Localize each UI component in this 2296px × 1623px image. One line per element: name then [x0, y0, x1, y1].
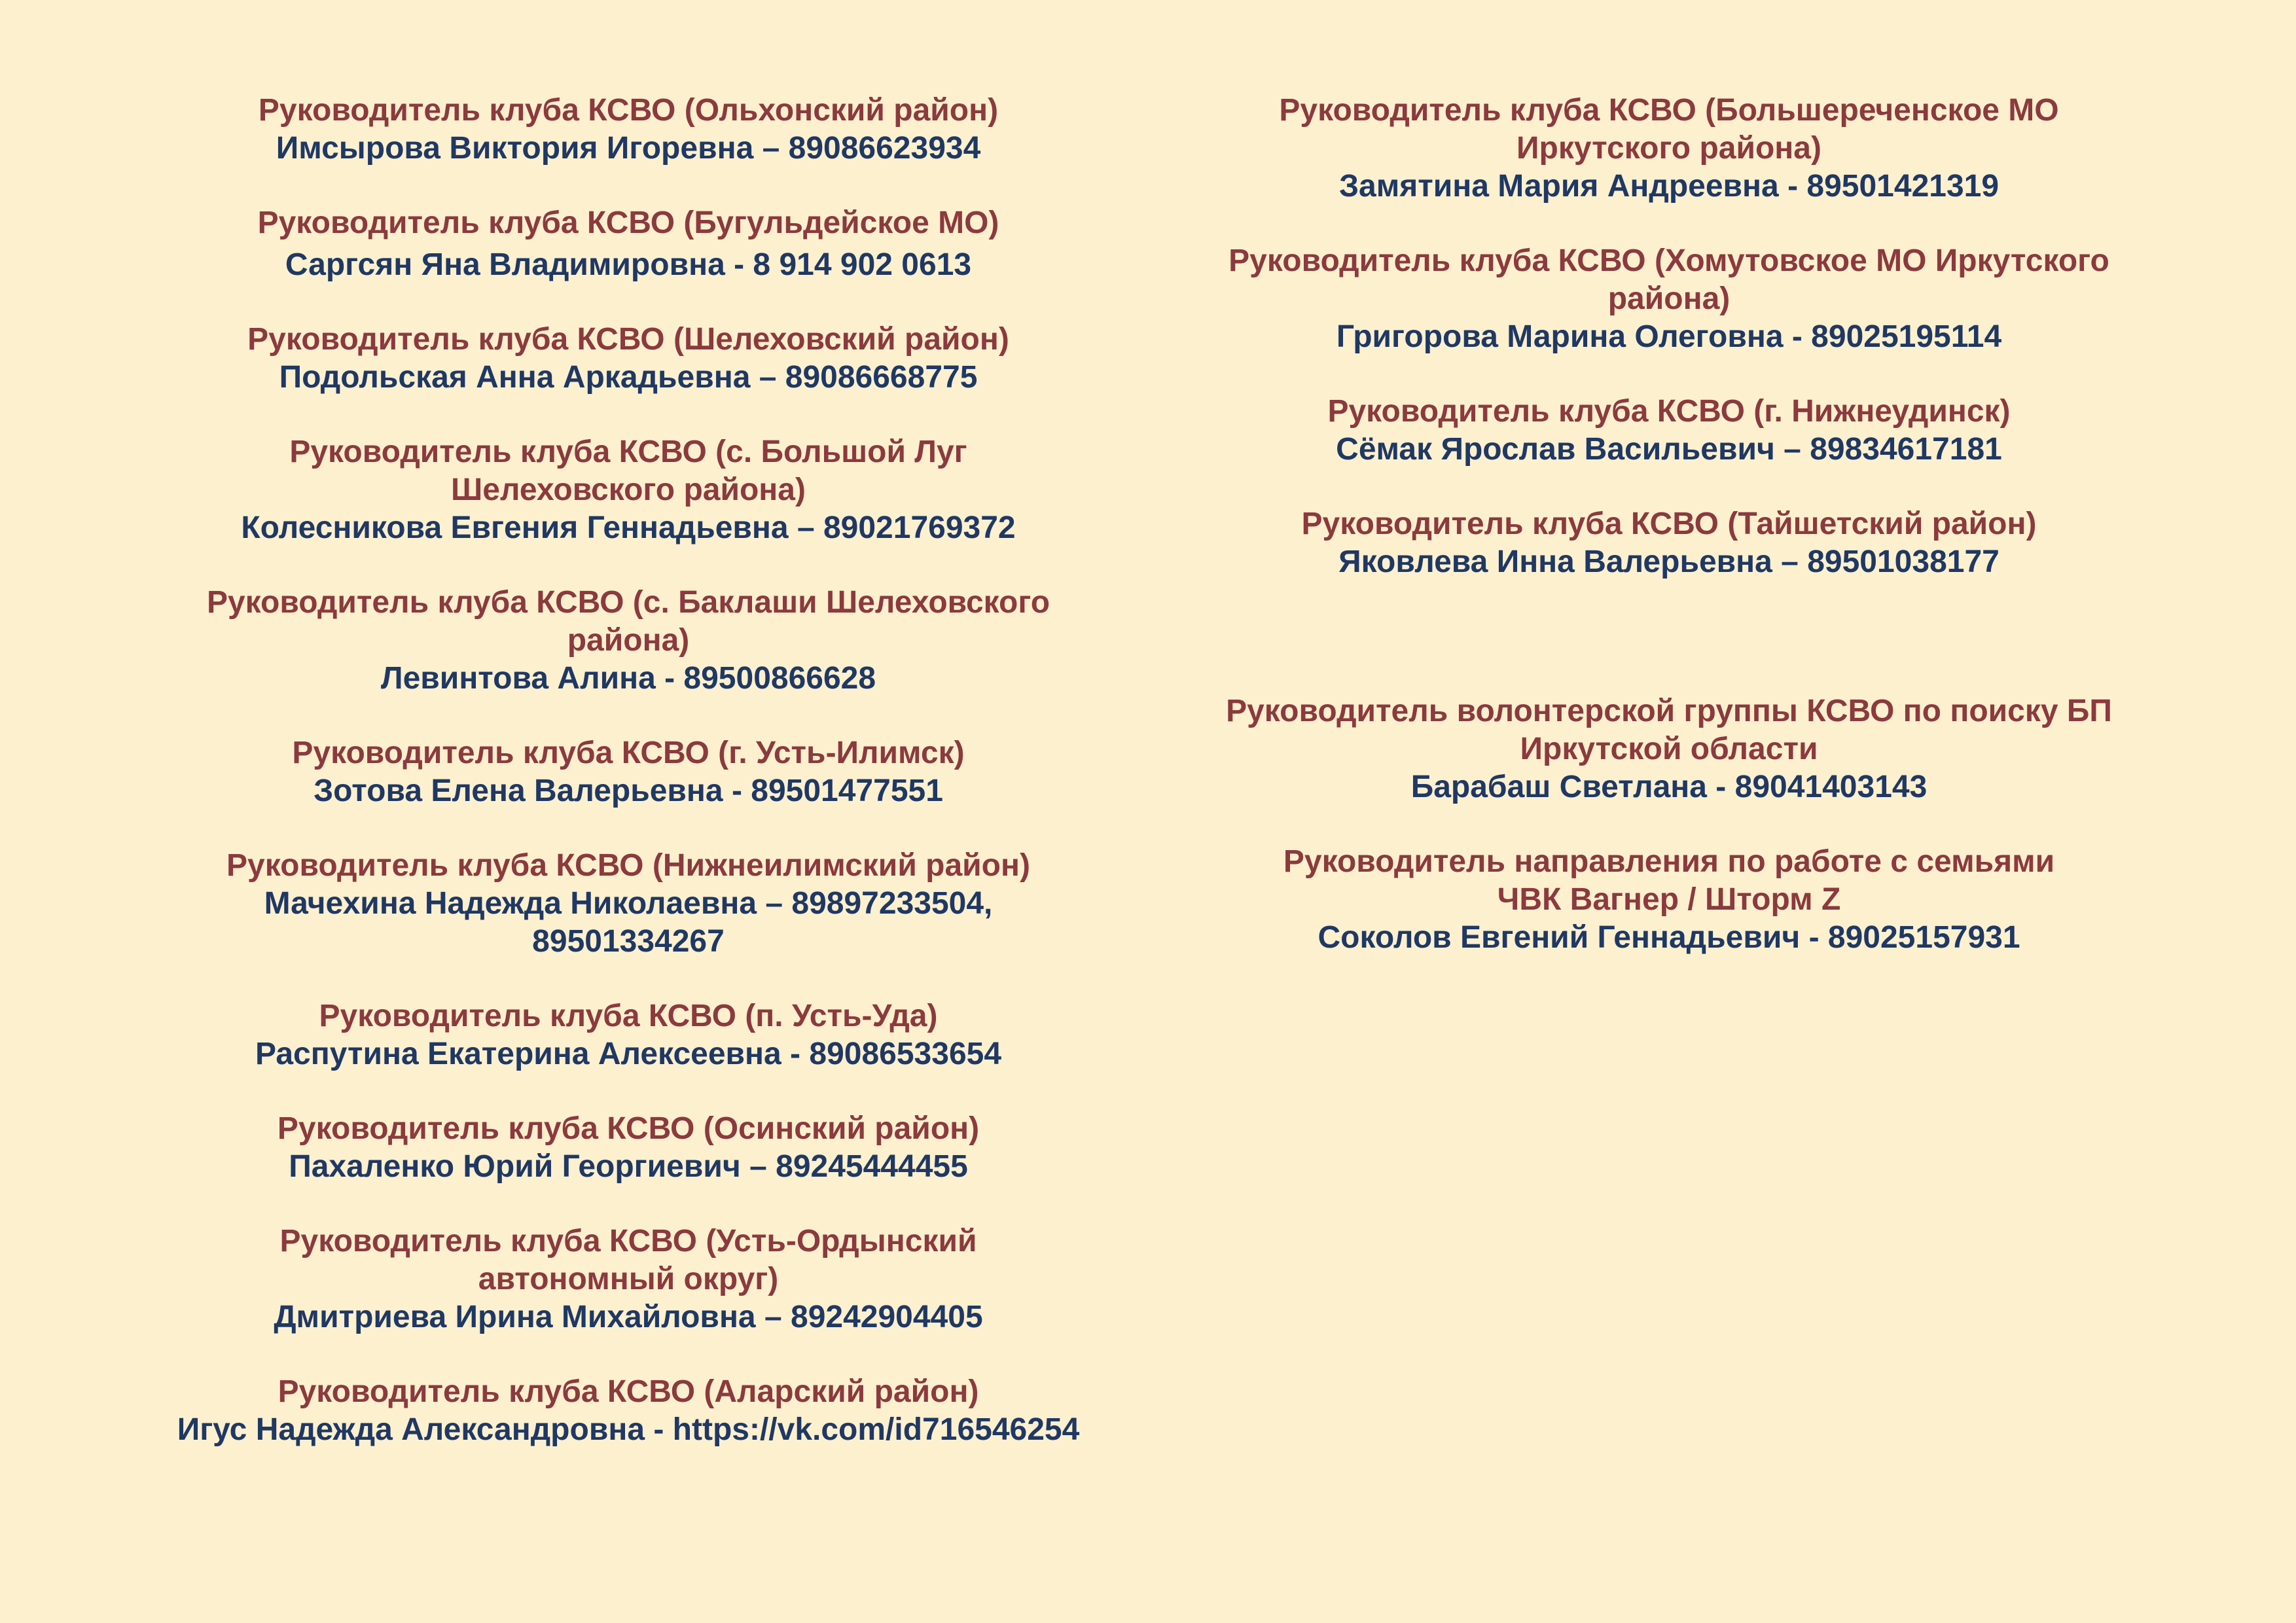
person-contact: Дмитриева Ирина Михайловна – 89242904405	[274, 1300, 983, 1334]
person-contact: Григорова Марина Олеговна - 89025195114	[1336, 319, 2002, 354]
role-title: Руководитель клуба КСВО (Хомутовское МО Иркутского	[1229, 243, 2109, 278]
contact-entry	[131, 584, 1126, 698]
role-title: Руководитель клуба КСВО (Тайшетский район)	[1301, 507, 2037, 541]
role-title: Руководитель клуба КСВО (г. Усть-Илимск)	[292, 736, 965, 770]
contact-entry	[1178, 505, 2160, 581]
role-title-continued: Шелеховского района)	[451, 473, 806, 507]
contact-entry	[131, 1110, 1126, 1186]
role-title-continued: Иркутского района)	[1516, 131, 1821, 166]
role-title: Руководитель клуба КСВО (с. Большой Луг	[289, 435, 967, 469]
person-contact: Имсырова Виктория Игоревна – 89086623934	[276, 131, 981, 166]
contact-entry	[1178, 393, 2160, 469]
contact-entry	[1178, 242, 2160, 356]
contact-entry	[131, 847, 1126, 961]
role-title: Руководитель клуба КСВО (Усть-Ордынский	[279, 1224, 977, 1258]
role-title: Руководитель направления по работе с семьями	[1283, 844, 2055, 879]
person-contact-link[interactable]: Игус Надежда Александровна - https://vk.com/id716546254	[177, 1412, 1080, 1447]
role-title: Руководитель клуба КСВО (Ольхонский район)	[258, 93, 999, 128]
person-contact: Колесникова Евгения Геннадьевна – 89021769372	[241, 510, 1016, 545]
person-contact: Подольская Анна Аркадьевна – 89086668775	[279, 360, 978, 395]
contact-entry	[131, 321, 1126, 397]
role-title: Руководитель клуба КСВО (Шелеховский район)	[247, 322, 1009, 357]
role-title-continued: района)	[567, 623, 690, 658]
contact-entry	[131, 92, 1126, 168]
role-title-continued: Иркутской области	[1520, 732, 1818, 766]
role-title-continued: района)	[1607, 281, 1731, 316]
contact-entry	[1178, 92, 2160, 205]
role-title: Руководитель клуба КСВО (г. Нижнеудинск)	[1327, 394, 2011, 429]
left-column	[131, 92, 1126, 1449]
person-contact: Сёмак Ярослав Васильевич – 89834617181	[1336, 432, 2002, 467]
role-title: Руководитель клуба КСВО (Большереченское МО	[1279, 93, 2059, 128]
person-contact-continued: 89501334267	[532, 924, 725, 959]
role-title: Руководитель клуба КСВО (с. Баклаши Шелеховского	[206, 585, 1050, 620]
person-contact: Левинтова Алина - 89500866628	[380, 661, 876, 696]
person-contact: Саргсян Яна Владимировна - 8 914 902 0613	[285, 247, 972, 282]
contact-entry	[131, 997, 1126, 1073]
person-contact: Мачехина Надежда Николаевна – 89897233504,	[264, 886, 993, 921]
contact-entry	[1178, 843, 2160, 957]
role-title: Руководитель клуба КСВО (п. Усть-Уда)	[319, 999, 938, 1033]
role-title-continued: ЧВК Вагнер / Шторм Z	[1497, 882, 1841, 917]
person-contact: Барабаш Светлана - 89041403143	[1410, 770, 1928, 804]
role-title: Руководитель клуба КСВО (Бугульдейское МО)	[257, 205, 999, 240]
person-contact: Пахаленко Юрий Георгиевич – 89245444455	[289, 1149, 968, 1184]
role-title: Руководитель клуба КСВО (Нижнеилимский район)	[226, 848, 1030, 883]
person-contact: Распутина Екатерина Алексеевна - 89086533654	[255, 1037, 1002, 1071]
person-contact: Замятина Мария Андреевна - 89501421319	[1338, 169, 2000, 204]
role-title: Руководитель клуба КСВО (Осинский район)	[277, 1111, 980, 1146]
person-contact: Соколов Евгений Геннадьевич - 89025157931	[1318, 920, 2020, 955]
role-title: Руководитель волонтерской группы КСВО по поиску БП	[1226, 694, 2112, 728]
role-title-continued: автономный округ)	[478, 1262, 779, 1296]
right-column	[1178, 92, 2160, 957]
contact-entry	[1178, 692, 2160, 806]
contact-entry	[131, 433, 1126, 547]
person-contact: Яковлева Инна Валерьевна – 89501038177	[1338, 544, 2000, 579]
person-contact: Зотова Елена Валерьевна - 89501477551	[314, 774, 943, 808]
contact-entry	[131, 1373, 1126, 1449]
contact-entry	[131, 204, 1126, 284]
contact-entry	[131, 1222, 1126, 1336]
contact-entry	[131, 734, 1126, 810]
role-title: Руководитель клуба КСВО (Аларский район)	[278, 1374, 979, 1409]
